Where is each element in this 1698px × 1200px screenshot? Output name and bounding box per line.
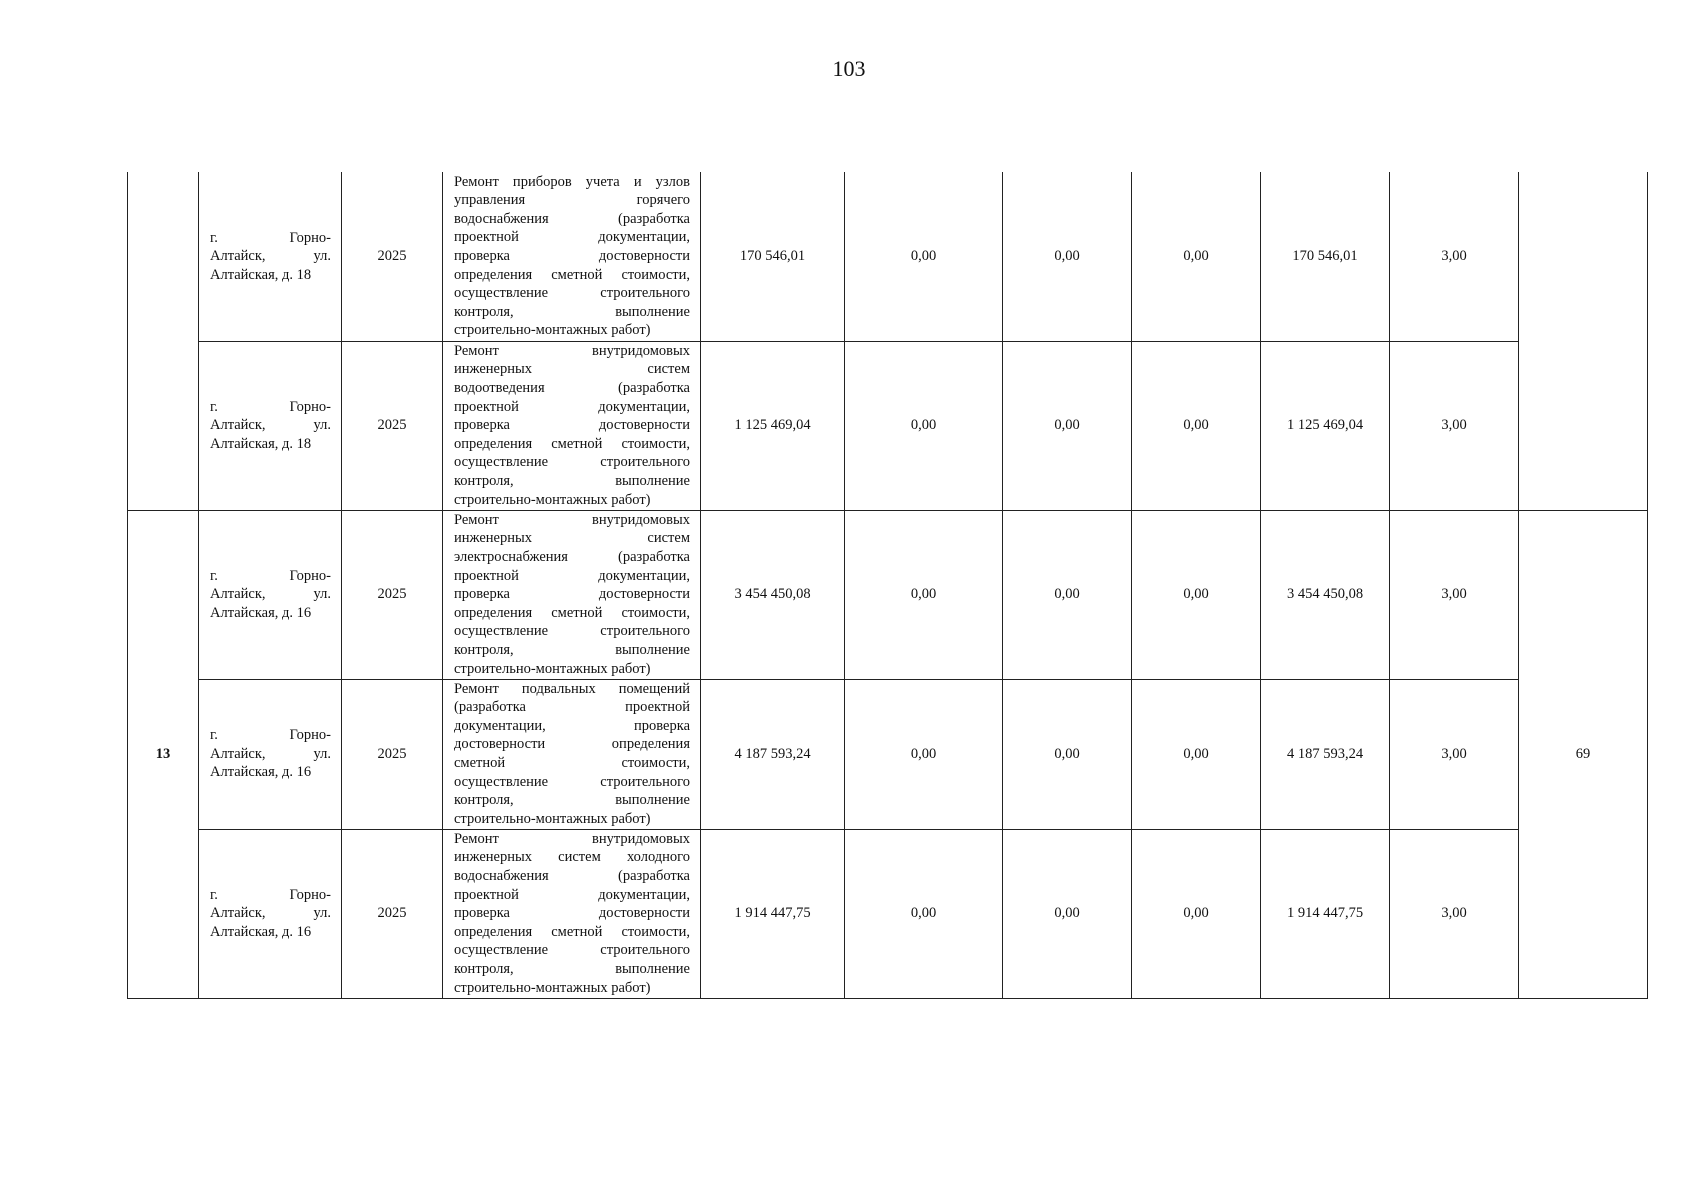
address-line: г. Горно- (210, 886, 331, 903)
address-line: Алтайск, ул. (210, 248, 331, 264)
description-line: достоверности определения (454, 736, 690, 753)
description-line: Ремонт внутридомовых (454, 342, 690, 359)
table-row (128, 510, 1698, 679)
description-line: инженерных систем холодного (454, 849, 690, 866)
description-line: контроля, выполнение (454, 792, 690, 809)
description-line: строительно-монтажных работ) (454, 979, 651, 996)
description-line: инженерных систем (454, 361, 690, 378)
total-cost-cell: 1 125 469,04 (701, 341, 845, 510)
rate-cell: 3,00 (1390, 679, 1519, 829)
year-cell: 2025 (342, 341, 443, 510)
local-budget-cell: 0,00 (1132, 829, 1261, 998)
description-line: сметной стоимости, (454, 755, 690, 771)
description-line: управления горячего (454, 192, 690, 209)
address-cell (199, 829, 342, 998)
address-line: Алтайская, д. 18 (210, 266, 312, 283)
description-line: проектной документации, (454, 886, 690, 903)
group-last-cell-previous (1519, 172, 1648, 510)
works-table (127, 172, 1698, 999)
address-cell (199, 341, 342, 510)
address-line: Алтайская, д. 16 (210, 764, 312, 781)
address-line: г. Горно- (210, 567, 331, 584)
address-cell (199, 679, 342, 829)
address-line: Алтайская, д. 18 (210, 435, 312, 452)
address-line: Алтайская, д. 16 (210, 604, 312, 621)
fund-cell: 0,00 (845, 172, 1003, 341)
description-line: контроля, выполнение (454, 472, 690, 489)
description-line: Ремонт внутридомовых (454, 511, 690, 528)
description-line: проверка достоверности (454, 586, 690, 603)
description-line: осуществление строительного (454, 623, 690, 640)
description-line: определения сметной стоимости, (454, 923, 690, 940)
description-line: определения сметной стоимости, (454, 435, 690, 452)
description-line: строительно-монтажных работ) (454, 322, 651, 339)
table-row (128, 341, 1698, 510)
work-description-cell (443, 172, 701, 341)
owners-funds-cell: 4 187 593,24 (1261, 679, 1390, 829)
description-line: Ремонт внутридомовых (454, 830, 690, 847)
page-number: 103 (832, 56, 866, 81)
rate-cell: 3,00 (1390, 510, 1519, 679)
budget-cell: 0,00 (1003, 172, 1132, 341)
year-cell: 2025 (342, 679, 443, 829)
description-line: документации, проверка (454, 717, 690, 734)
description-line: проектной документации, (454, 567, 690, 584)
description-line: осуществление строительного (454, 773, 690, 790)
local-budget-cell: 0,00 (1132, 679, 1261, 829)
description-line: (разработка проектной (454, 699, 690, 716)
rate-cell: 3,00 (1390, 829, 1519, 998)
budget-cell: 0,00 (1003, 679, 1132, 829)
fund-cell: 0,00 (845, 679, 1003, 829)
description-line: осуществление строительного (454, 285, 690, 302)
total-cost-cell: 4 187 593,24 (701, 679, 845, 829)
address-cell (199, 510, 342, 679)
total-cost-cell: 1 914 447,75 (701, 829, 845, 998)
description-line: водоснабжения (разработка (454, 210, 690, 227)
address-line: Алтайск, ул. (210, 905, 331, 922)
description-line: электроснабжения (разработка (454, 549, 690, 566)
budget-cell: 0,00 (1003, 510, 1132, 679)
budget-cell: 0,00 (1003, 829, 1132, 998)
work-description-cell (443, 341, 701, 510)
description-line: определения сметной стоимости, (454, 604, 690, 621)
address-line: г. Горно- (210, 727, 331, 744)
fund-cell: 0,00 (845, 829, 1003, 998)
group-last-cell: 69 (1519, 510, 1648, 998)
description-line: осуществление строительного (454, 942, 690, 959)
address-cell (199, 172, 342, 341)
description-line: контроля, выполнение (454, 303, 690, 320)
address-line: г. Горно- (210, 398, 331, 415)
local-budget-cell: 0,00 (1132, 341, 1261, 510)
description-line: контроля, выполнение (454, 641, 690, 658)
description-line: проверка достоверности (454, 247, 690, 264)
address-line: г. Горно- (210, 229, 331, 246)
budget-cell: 0,00 (1003, 341, 1132, 510)
description-line: инженерных систем (454, 530, 690, 547)
table-row (128, 172, 1698, 341)
owners-funds-cell: 1 125 469,04 (1261, 341, 1390, 510)
total-cost-cell: 170 546,01 (701, 172, 845, 341)
group-number-cell: 13 (128, 510, 199, 998)
work-description-cell (443, 829, 701, 998)
description-line: водоотведения (разработка (454, 380, 690, 397)
work-description-cell (443, 510, 701, 679)
year-cell: 2025 (342, 510, 443, 679)
fund-cell: 0,00 (845, 341, 1003, 510)
description-line: Ремонт приборов учета и узлов (454, 173, 690, 190)
owners-funds-cell: 3 454 450,08 (1261, 510, 1390, 679)
local-budget-cell: 0,00 (1132, 510, 1261, 679)
year-cell: 2025 (342, 172, 443, 341)
description-line: Ремонт подвальных помещений (454, 680, 690, 697)
address-line: Алтайск, ул. (210, 417, 331, 434)
year-cell: 2025 (342, 829, 443, 998)
description-line: проверка достоверности (454, 905, 690, 922)
owners-funds-cell: 1 914 447,75 (1261, 829, 1390, 998)
rate-cell: 3,00 (1390, 341, 1519, 510)
description-line: строительно-монтажных работ) (454, 810, 651, 827)
local-budget-cell: 0,00 (1132, 172, 1261, 341)
table-row (128, 829, 1698, 998)
fund-cell: 0,00 (845, 510, 1003, 679)
owners-funds-cell: 170 546,01 (1261, 172, 1390, 341)
group-number-cell-previous (128, 172, 199, 510)
description-line: проектной документации, (454, 229, 690, 246)
description-line: проверка достоверности (454, 417, 690, 434)
description-line: строительно-монтажных работ) (454, 491, 651, 508)
address-line: Алтайская, д. 16 (210, 923, 312, 940)
total-cost-cell: 3 454 450,08 (701, 510, 845, 679)
description-line: водоснабжения (разработка (454, 868, 690, 885)
description-line: определения сметной стоимости, (454, 266, 690, 283)
table-row (128, 679, 1698, 829)
description-line: контроля, выполнение (454, 960, 690, 977)
address-line: Алтайск, ул. (210, 586, 331, 603)
description-line: проектной документации, (454, 398, 690, 415)
rate-cell: 3,00 (1390, 172, 1519, 341)
description-line: строительно-монтажных работ) (454, 660, 651, 677)
address-line: Алтайск, ул. (210, 745, 331, 762)
work-description-cell (443, 679, 701, 829)
description-line: осуществление строительного (454, 454, 690, 471)
